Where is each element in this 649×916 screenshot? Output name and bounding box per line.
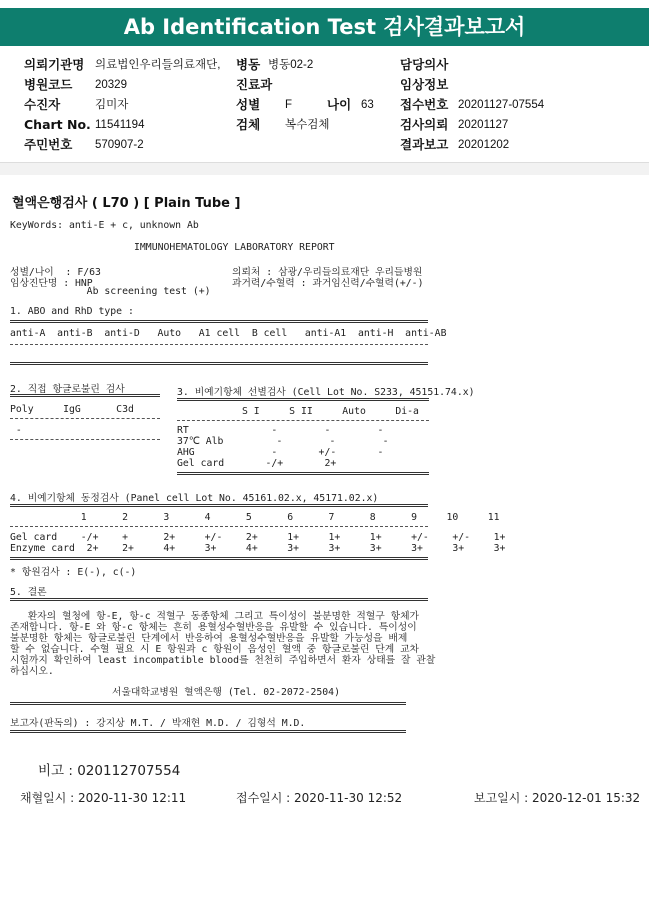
diagnosis: 임상진단명 : HNP	[10, 278, 93, 289]
receipt-time: 접수일시 : 2020-11-30 12:52	[236, 791, 403, 805]
field-label: 결과보고	[400, 137, 449, 152]
screening-row: 37℃ Alb - - -	[177, 436, 389, 447]
panel-enzyme-row: Enzyme card 2+ 2+ 4+ 3+ 4+ 3+ 3+ 3+ 3+ 3+ 3+	[10, 543, 506, 554]
field-label: 나이	[327, 97, 352, 112]
dat-columns: Poly IgG C3d	[10, 404, 134, 415]
lab-title: IMMUNOHEMATOLOGY LABORATORY REPORT	[134, 242, 335, 253]
collection-time: 채혈일시 : 2020-11-30 12:11	[20, 791, 187, 805]
panel-gel-row: Gel card -/+ + 2+ +/- 2+ 1+ 1+ 1+ +/- +/- 1+	[10, 532, 506, 543]
field-value: 김미자	[95, 99, 129, 111]
screening-row: RT - - -	[177, 425, 384, 436]
reporter: 보고자(판독의) : 강지상 M.T. / 박재현 M.D. / 김형석 M.D.	[10, 718, 306, 729]
header-row	[0, 56, 649, 74]
section-conclusion: 5. 결론	[10, 587, 47, 598]
section-dat: 2. 직접 항글로불린 검사	[10, 384, 125, 395]
history: 과거력/수혈력 : 과거임신력/수혈력(+/-)	[232, 278, 424, 289]
double-rule	[10, 598, 428, 601]
header-row	[0, 116, 649, 134]
double-rule	[10, 394, 160, 397]
section-abo: 1. ABO and RhD type :	[10, 306, 134, 317]
conclusion-line: 하십시오.	[10, 666, 54, 677]
field-label: 수진자	[24, 97, 61, 112]
field-label: 병원코드	[24, 77, 73, 92]
section-screening: 3. 비예기항체 선별검사 (Cell Lot No. S233, 45151.74.x)	[177, 387, 475, 398]
field-value: 570907-2	[95, 139, 144, 151]
double-rule	[177, 398, 429, 401]
field-value: 20201127-07554	[458, 99, 545, 111]
double-rule	[10, 702, 406, 705]
field-label: Chart No.	[24, 117, 91, 132]
field-value: 복수검체	[285, 119, 330, 131]
remarks: 비고 : 020112707554	[38, 763, 181, 779]
report-time: 보고일시 : 2020-12-01 15:32	[474, 791, 641, 805]
field-label: 성별	[236, 97, 261, 112]
scanned-report	[0, 176, 649, 916]
dashed-rule	[10, 526, 428, 527]
field-value: 20201127	[458, 119, 509, 131]
patient-header	[0, 52, 649, 162]
field-value: 20201202	[458, 139, 510, 151]
top-strip	[0, 0, 649, 8]
report-title: 혈액은행검사 ( L70 ) [ Plain Tube ]	[12, 196, 241, 211]
double-rule	[10, 320, 428, 323]
section-separator	[0, 162, 649, 175]
header-row	[0, 96, 649, 114]
field-label: 주민번호	[24, 137, 73, 152]
diagnosis-note: Ab screening test (+)	[10, 286, 211, 297]
conclusion-line: 시험까지 확인하여 least incompatible blood를 천천히 주입하면서 환자 상태를 잘 관찰	[10, 655, 436, 666]
antigen-test: * 항원검사 : E(-), c(-)	[10, 567, 137, 578]
conclusion-line: 존재합니다. 항-E 와 항-c 항체는 흔히 용혈성수혈반응을 유발할 수 있습니다. 특이성이	[10, 622, 417, 633]
field-label: 의뢰기관명	[24, 57, 85, 72]
header-row	[0, 136, 649, 154]
field-value: 20329	[95, 79, 127, 91]
field-label: 병동	[236, 57, 261, 72]
field-label: 담당의사	[400, 57, 449, 72]
double-rule	[10, 730, 406, 733]
dashed-rule	[10, 418, 160, 419]
field-value: F	[285, 99, 293, 111]
field-label: 진료과	[236, 77, 273, 92]
field-label: 접수번호	[400, 97, 449, 112]
section-panel: 4. 비예기항체 동정검사 (Panel cell Lot No. 45161.02.x, 45171.02.x)	[10, 493, 379, 504]
dashed-rule	[177, 420, 429, 421]
abo-columns: anti-A anti-B anti-D Auto A1 cell B cell anti-A1 anti-H anti-AB	[10, 328, 447, 339]
dat-values: -	[10, 425, 22, 436]
conclusion-line: 환자의 혈청에 항-E, 항-c 적혈구 동종항체 그리고 특이성이 불분명한 적혈구 항체가	[10, 611, 420, 622]
dashed-rule	[10, 344, 428, 345]
field-value: 63	[361, 99, 374, 111]
requester: 의뢰처 : 삼광/우리들의료재단 우리들병원	[232, 267, 423, 278]
report-banner: Ab Identification Test 검사결과보고서	[0, 8, 649, 46]
panel-header: 1 2 3 4 5 6 7 8 9 10 11	[10, 512, 500, 523]
header-row	[0, 76, 649, 94]
double-rule	[10, 557, 428, 560]
field-label: 임상정보	[400, 77, 449, 92]
screening-columns: S I S II Auto Di-a	[242, 406, 419, 417]
field-label: 검체	[236, 117, 261, 132]
field-value: 병동02-2	[268, 59, 314, 71]
double-rule	[10, 504, 428, 507]
field-value: 11541194	[95, 119, 145, 131]
field-value: 의료법인우리들의료재단,	[95, 59, 221, 71]
screening-row: AHG - +/- -	[177, 447, 384, 458]
field-label: 검사의뢰	[400, 117, 449, 132]
double-rule	[10, 362, 428, 365]
hospital-contact: 서울대학교병원 혈액은행 (Tel. 02-2072-2504)	[112, 687, 340, 698]
dashed-rule	[10, 439, 160, 440]
screening-row: Gel card -/+ 2+	[177, 458, 337, 469]
keywords: KeyWords: anti-E + c, unknown Ab	[10, 220, 199, 231]
double-rule	[177, 472, 429, 475]
conclusion-line: 할 수 없습니다. 수혈 필요 시 E 항원과 c 항원이 음성인 혈액 중 항글로불린 단계 교차	[10, 644, 420, 655]
sex-age: 성별/나이 : F/63	[10, 267, 101, 278]
conclusion-line: 불분명한 항체는 항글로불린 단계에서 반응하여 용혈성수혈반응을 유발할 가능성을 배제	[10, 633, 408, 644]
